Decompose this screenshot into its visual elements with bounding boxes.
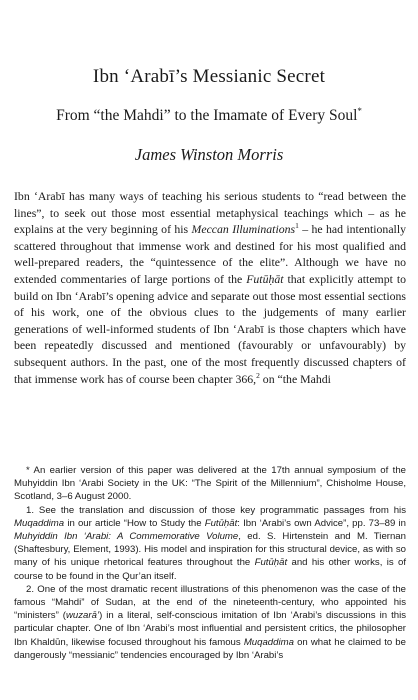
footnote-text-run: ) in a literal, self-conscious imitation of Ibn ‘Arabi’s discussions in this particular chapter. One of Ibn ‘Arabi’s most influential and persistent critics, the philosopher Ibn Khaldūn, likewise focused throughout his famous	[14, 610, 406, 648]
subtitle-footnote-mark: *	[357, 106, 362, 116]
work-title: Muqaddima	[14, 517, 65, 529]
footnote-text-run: on what he claimed to be dangerously “messianic” tendencies encouraged by Ibn ‘Arabi’s	[14, 636, 406, 661]
body-paragraph	[14, 188, 406, 387]
term: wuzarā’	[66, 610, 100, 622]
footnote-ref-2: 2	[256, 370, 260, 380]
footnote-text-run: : Ibn ‘Arabi’s own Advice”, pp. 73–89 in	[237, 517, 406, 529]
body-text-run: – he had intentionally scattered throughout that immense work and destined for his most qualified and well-prepared readers, the “quintessence of the elite”. Although we have no extended commentaries of large portions of the	[14, 222, 407, 286]
work-title-futuhat: Futūḥāt	[246, 271, 284, 286]
footnote-text-run: 2. One of the most dramatic recent illustrations of this phenomenon was the case of the famous “Mahdi” of Sudan, at the end of the nineteenth-century, who appointed his “ministers” (	[14, 583, 406, 622]
footnote-text-run: , ed. S. Hirtenstein and M. Tiernan (Shaftesbury, Element, 1993). His model and inspiration for this structural device, as with so many of his unique rhetorical features throughout the	[14, 531, 406, 569]
footnote-star: * An earlier version of this paper was delivered at the 17th annual symposium of the Muhyiddin Ibn ‘Arabi Society in the UK: “The Spirit of the Millennium”, Chisholme House, Scotland, 3–6 August 2000.	[14, 465, 406, 503]
body-text-run: on “the Mahdi	[259, 371, 331, 386]
footnote-text-run: 1. See the translation and discussion of those key programmatic passages from his	[26, 504, 406, 516]
article-author: James Winston Morris	[134, 145, 284, 164]
footnote-ref-1: 1	[295, 221, 299, 231]
work-title-meccan-illuminations: Meccan Illuminations	[191, 222, 296, 237]
body-text-run: Ibn ‘Arabī has many ways of teaching his serious students to “read between the lines”, to seek out those most essential metaphysical teachings which – as he explains at the very beginning of his	[14, 189, 406, 237]
footnote-text-run: in our article “How to Study the	[64, 517, 205, 529]
work-title: Futūḥāt	[204, 517, 238, 529]
work-title: Muqaddima	[243, 636, 294, 648]
body-text-run: that explicitly attempt to build on Ibn ‘Arabī’s opening advice and separate out those most essential sections of his work, one of the obvious clues to the judgements of many earlier generations of well-informed students of Ibn ‘Arabī is those chapters which have been repeatedly discussed and mentioned (favourably or unfavourably) by subsequent authors. In the past, one of the most frequently discussed chapters of that immense work has of course been chapter 366,	[14, 271, 406, 386]
article-title: Ibn ‘Arabī’s Messianic Secret	[92, 66, 326, 87]
footnote-1	[14, 504, 406, 583]
subtitle-text: From “the Mahdi” to the Imamate of Every Soul	[56, 107, 358, 125]
work-title: Muhyiddin Ibn ‘Arabi: A Commemorative Volume	[14, 531, 239, 543]
article-subtitle	[0, 106, 418, 125]
footnote-2	[14, 583, 406, 662]
body-text	[14, 188, 406, 387]
footnote-text-run: and his other works, is of course to be found in the Qur’an itself.	[14, 557, 406, 582]
footnotes	[14, 464, 406, 662]
work-title: Futūḥāt	[254, 557, 288, 569]
